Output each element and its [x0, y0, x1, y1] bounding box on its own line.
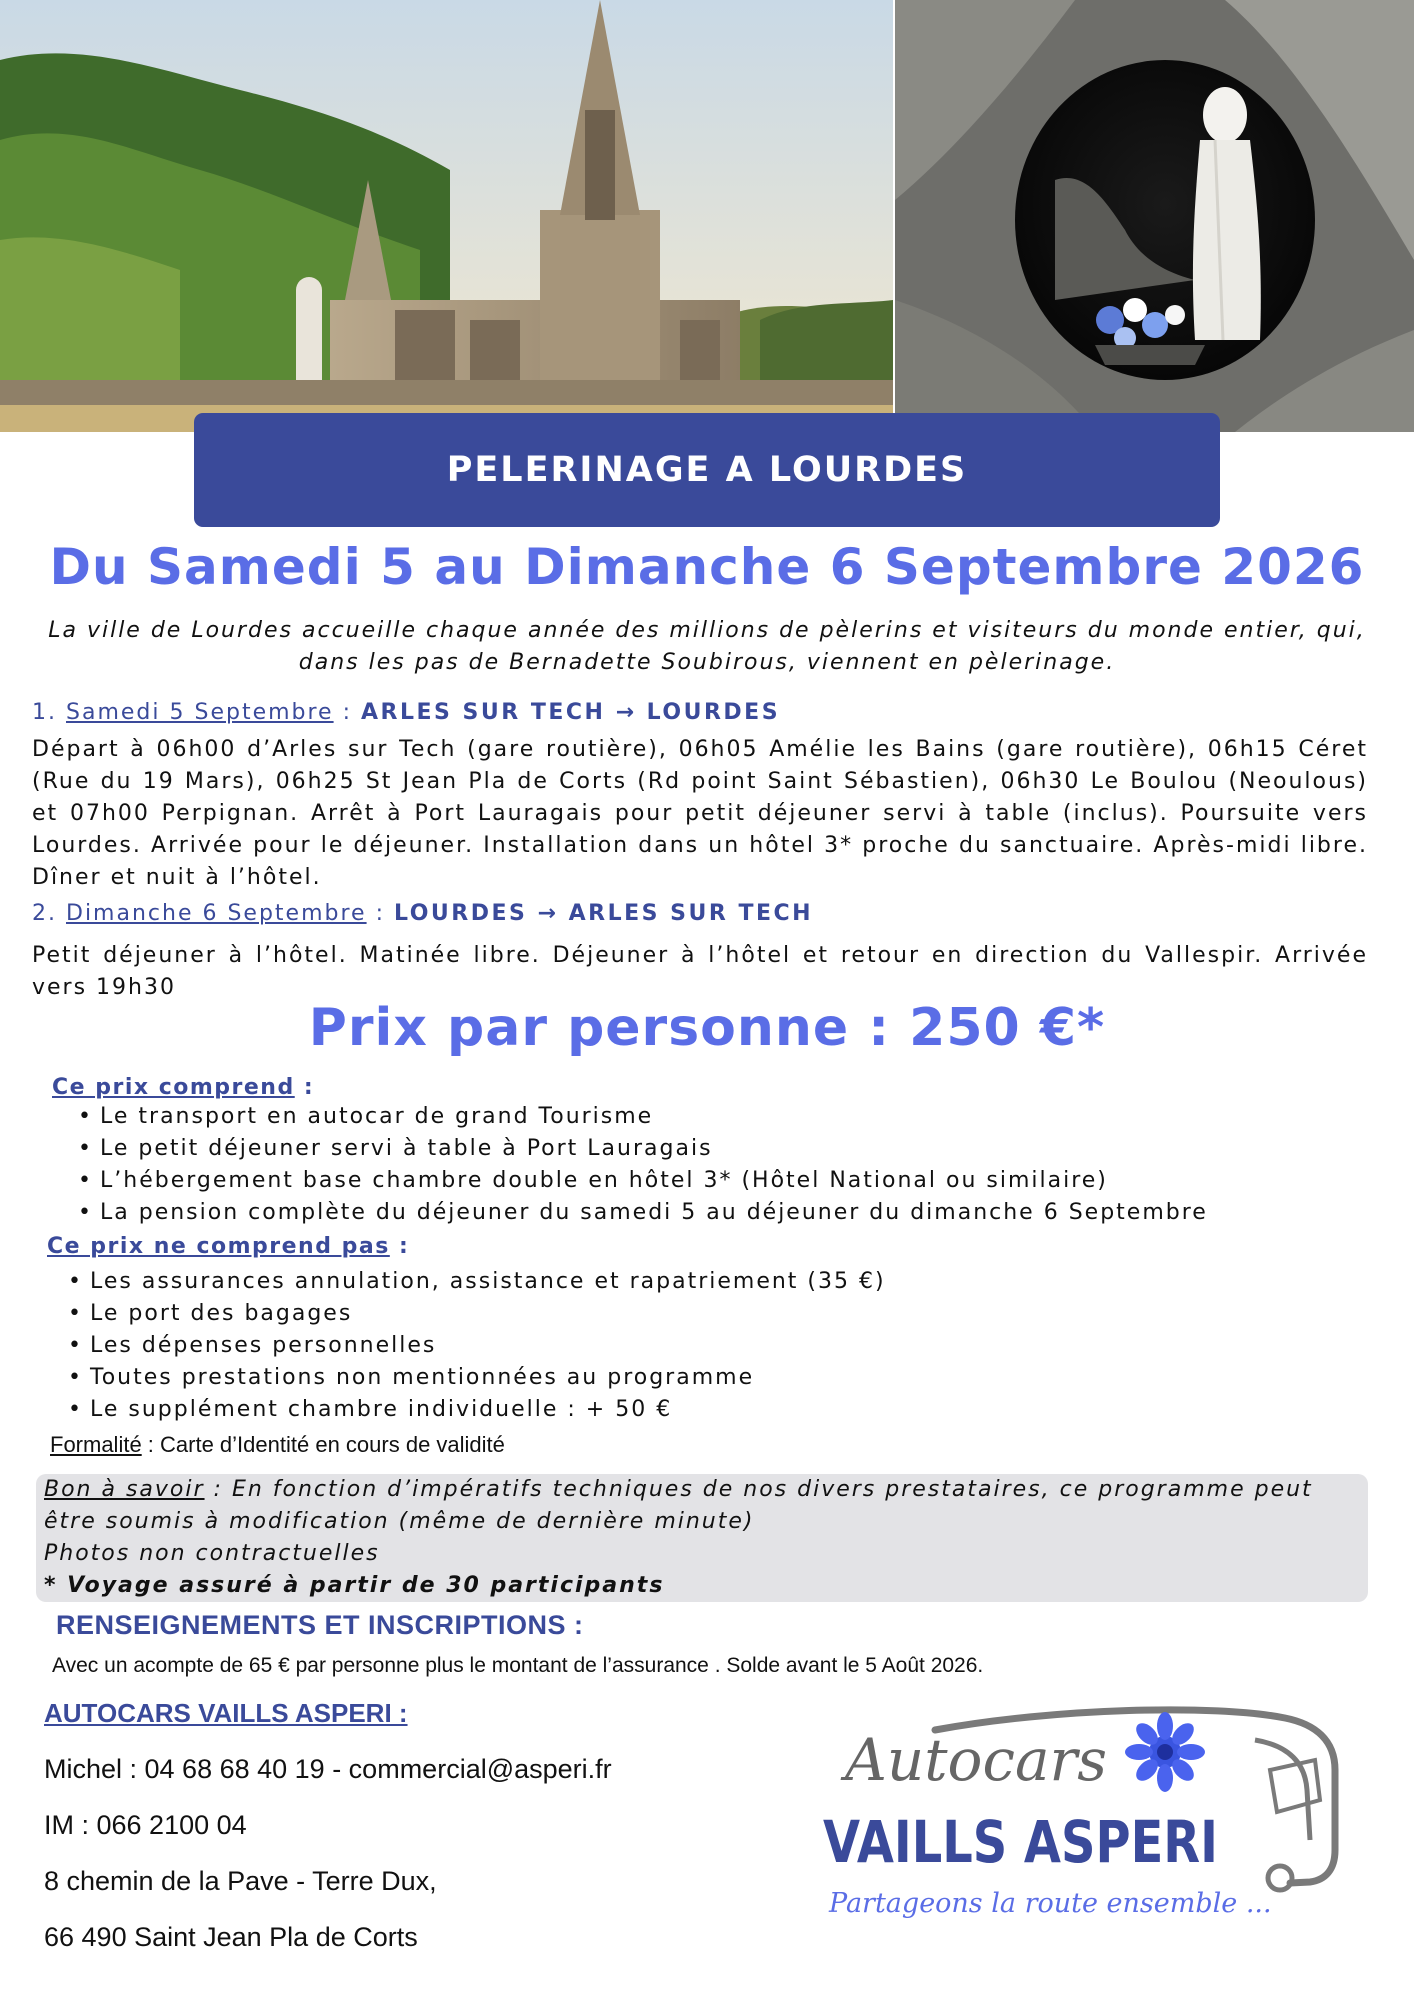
inscriptions-heading: RENSEIGNEMENTS ET INSCRIPTIONS : [56, 1610, 584, 1640]
list-item: • Le supplément chambre individuelle : + 50 € [90, 1394, 886, 1426]
info-box-text [44, 1474, 1364, 1602]
day-2-description: Petit déjeuner à l’hôtel. Matinée libre. Déjeuner à l’hôtel et retour en direction du Vallespir. Arrivée vers 19h30 [32, 943, 1368, 1000]
banner-title: PELERINAGE A LOURDES [446, 450, 968, 490]
day-2-heading [32, 901, 813, 926]
basilica-photo [0, 0, 893, 432]
trip-dates: Du Samedi 5 au Dimanche 6 Septembre 2026 [49, 538, 1365, 596]
photos-disclaimer: Photos non contractuelles [44, 1541, 380, 1566]
logo-company-name: VAILLS ASPERI [823, 1808, 1218, 1876]
company-address-line-1: 8 chemin de la Pave - Terre Dux, [44, 1866, 437, 1896]
list-item: • Les assurances annulation, assistance et rapatriement (35 €) [90, 1266, 886, 1298]
list-item: • Le transport en autocar de grand Tourisme [100, 1101, 1208, 1133]
day-1-heading [32, 700, 780, 725]
formalite-label: Formalité [50, 1432, 142, 1457]
company-logo [815, 1700, 1355, 1940]
excludes-heading-label: Ce prix ne comprend pas [47, 1234, 390, 1259]
list-item: • La pension complète du déjeuner du samedi 5 au déjeuner du dimanche 6 Septembre [100, 1197, 1208, 1229]
includes-heading [52, 1075, 314, 1100]
day-2-separator: : [366, 901, 394, 926]
excludes-heading-suffix: : [389, 1234, 410, 1259]
day-1-number: 1. [32, 700, 57, 725]
title-banner [194, 413, 1220, 527]
day-2-date-link[interactable]: Dimanche 6 Septembre [66, 901, 367, 926]
list-item: • Le port des bagages [90, 1298, 886, 1330]
excludes-heading [47, 1234, 409, 1259]
cornflower-icon [1125, 1712, 1205, 1792]
day-2-number: 2. [32, 901, 57, 926]
company-name: AUTOCARS VAILLS ASPERI : [44, 1698, 408, 1728]
list-item: • Toutes prestations non mentionnées au programme [90, 1362, 886, 1394]
formalite-line [50, 1432, 505, 1458]
list-item: • L’hébergement base chambre double en hôtel 3* (Hôtel National ou similaire) [100, 1165, 1208, 1197]
company-address-line-2: 66 490 Saint Jean Pla de Corts [44, 1922, 418, 1952]
includes-list [100, 1101, 1208, 1229]
day-1-description: Départ à 06h00 d’Arles sur Tech (gare routière), 06h05 Amélie les Bains (gare routière), 06h15 Céret (Rue du 19 Mars), 06h25 St Jean Pla de Corts (Rd point Saint Sébastien), 06h30 Le Boulou (Neoulous) et 07h00 Perpignan. Arrêt à Port Lauragais pour petit déjeuner servi à table (inclus). Poursuite vers Lourdes. Arrivée pour le déjeuner. Installation dans un hôtel 3* proche du sanctuaire. Après-midi libre. Dîner et nuit à l’hôtel. [32, 737, 1368, 890]
logo-tagline: Partageons la route ensemble ... [829, 1888, 1272, 1919]
includes-heading-suffix: : [294, 1075, 315, 1100]
day-2-route: LOURDES → ARLES SUR TECH [394, 901, 814, 926]
minimum-participants: * Voyage assuré à partir de 30 participants [44, 1573, 665, 1598]
day-1-separator: : [333, 700, 361, 725]
bon-a-savoir-text: : En fonction d’impératifs techniques de nos divers prestataires, ce programme peut être soumis à modification (même de dernière minute) [44, 1477, 1313, 1534]
bon-a-savoir-line [44, 1474, 1364, 1538]
list-item: • Le petit déjeuner servi à table à Port Lauragais [100, 1133, 1208, 1165]
logo-script-text: Autocars [845, 1726, 1108, 1794]
contact-phone-email[interactable]: Michel : 04 68 68 40 19 - commercial@asperi.fr [44, 1754, 612, 1784]
deposit-text: Avec un acompte de 65 € par personne plus le montant de l’assurance . Solde avant le 5 Août 2026. [52, 1654, 984, 1677]
formalite-text: : Carte d’Identité en cours de validité [141, 1432, 505, 1457]
grotto-statue-photo [895, 0, 1414, 432]
day-1-date-link[interactable]: Samedi 5 Septembre [66, 700, 334, 725]
excludes-list [90, 1266, 886, 1426]
intro-text: La ville de Lourdes accueille chaque année des millions de pèlerins et visiteurs du monde entier, qui, dans les pas de Bernadette Soubirous, viennent en pèlerinage. [48, 618, 1366, 675]
bon-a-savoir-label: Bon à savoir [44, 1477, 205, 1502]
includes-heading-label: Ce prix comprend [52, 1075, 295, 1100]
company-im-number: IM : 066 2100 04 [44, 1810, 247, 1840]
list-item: • Les dépenses personnelles [90, 1330, 886, 1362]
day-1-route: ARLES SUR TECH → LOURDES [361, 700, 781, 725]
price-per-person: Prix par personne : 250 €* [308, 998, 1106, 1058]
